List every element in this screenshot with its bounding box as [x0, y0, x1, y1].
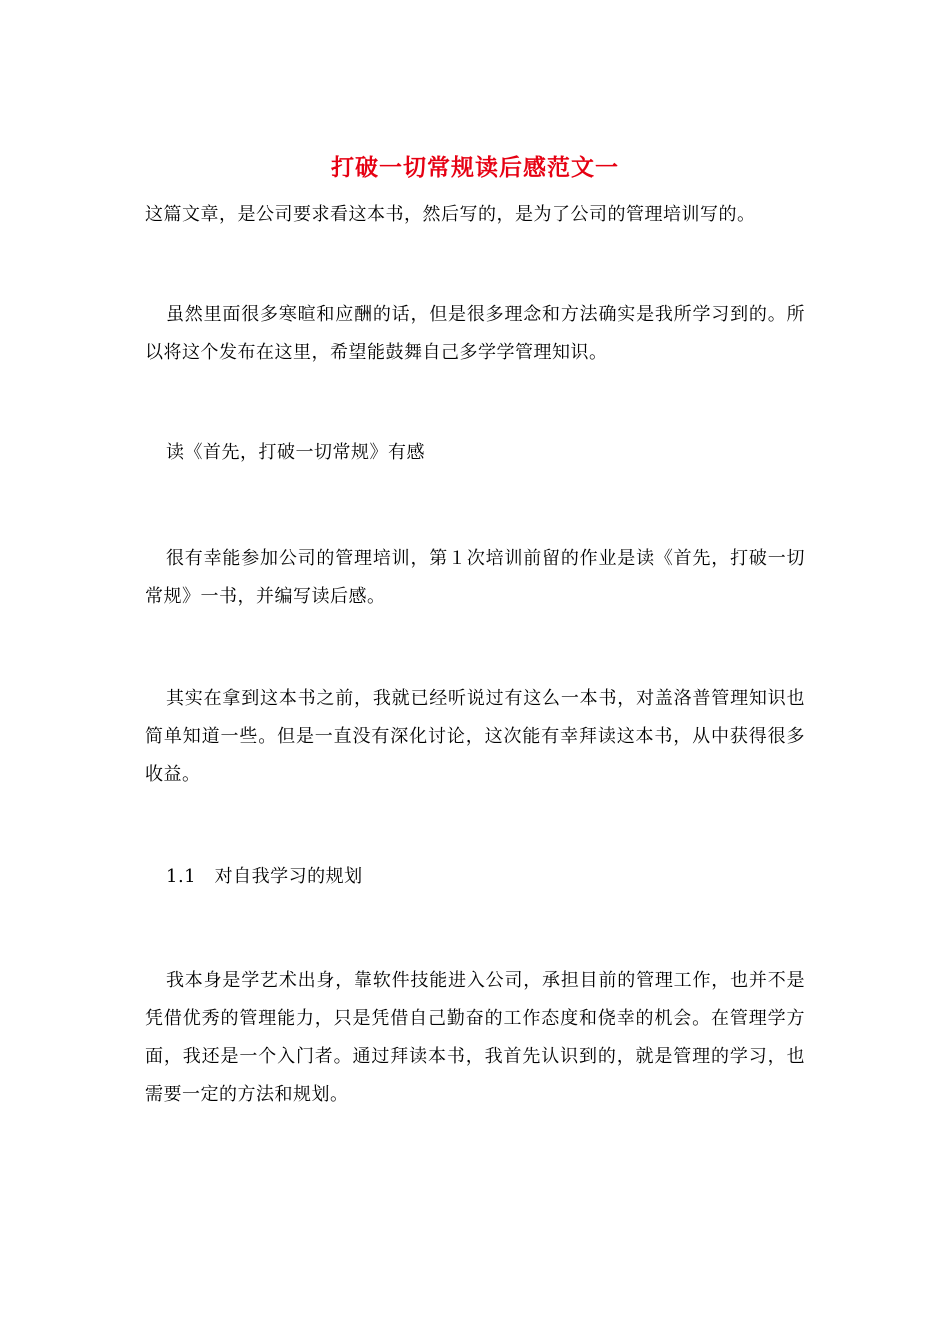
paragraph-gallup: 其实在拿到这本书之前，我就已经听说过有这么一本书，对盖洛普管理知识也简单知道一些。但是一直没有深化讨论，这次能有幸拜读这本书，从中获得很多收益。 — [145, 688, 805, 785]
paragraph-concepts: 虽然里面很多寒暄和应酬的话，但是很多理念和方法确实是我所学习到的。所以将这个发布在这里，希望能鼓舞自己多学学管理知识。 — [145, 304, 805, 363]
paragraph-heading-reading: 读《首先，打破一切常规》有感 — [166, 442, 425, 463]
paragraph-training: 很有幸能参加公司的管理培训，第１次培训前留的作业是读《首先，打破一切常规》一书，并编写读后感。 — [145, 548, 805, 607]
paragraph-intro: 这篇文章，是公司要求看这本书，然后写的，是为了公司的管理培训写的。 — [145, 204, 756, 225]
document-title: 打破一切常规读后感范文一 — [331, 154, 619, 181]
section-heading-1-1: 1.1 对自我学习的规划 — [166, 866, 363, 887]
paragraph-self-learning: 我本身是学艺术出身，靠软件技能进入公司，承担目前的管理工作，也并不是凭借优秀的管理能力，只是凭借自己勤奋的工作态度和侥幸的机会。在管理学方面，我还是一个入门者。通过拜读本书，我首先认识到的，就是管理的学习，也需要一定的方法和规划。 — [145, 970, 805, 1105]
